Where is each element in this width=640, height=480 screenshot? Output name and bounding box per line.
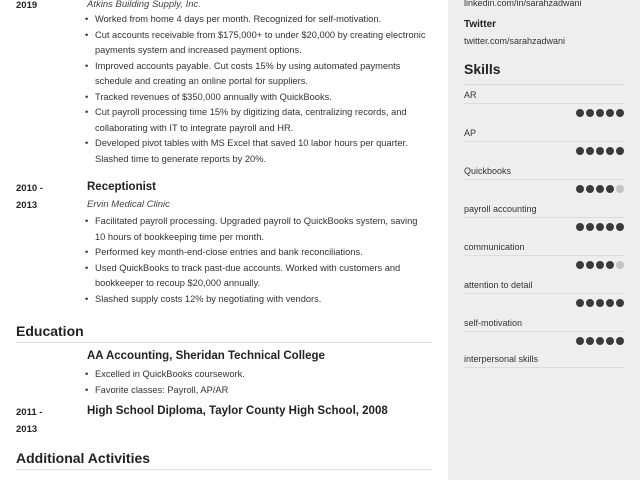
skill-item — [464, 128, 624, 162]
skill-separator — [464, 217, 624, 218]
skill-rating — [576, 261, 624, 269]
rating-dot-filled — [606, 147, 614, 155]
rating-dot-filled — [576, 185, 584, 193]
skill-item — [464, 354, 624, 388]
rating-dot-empty — [616, 185, 624, 193]
resume-sidebar — [448, 0, 640, 480]
skill-rating — [576, 109, 624, 117]
skill-item — [464, 166, 624, 200]
skill-label: attention to detail — [464, 280, 533, 290]
skill-rating — [576, 299, 624, 307]
rating-dot-filled — [576, 109, 584, 117]
rating-dot-filled — [586, 299, 594, 307]
rating-dot-filled — [596, 109, 604, 117]
linkedin-link[interactable]: linkedin.com/in/sarahzadwani — [464, 0, 582, 8]
skills-heading: Skills — [464, 61, 501, 77]
rating-dot-filled — [596, 337, 604, 345]
rating-dot-filled — [606, 299, 614, 307]
skill-rating — [576, 337, 624, 345]
twitter-label: Twitter — [464, 19, 497, 30]
list-item: • Favorite classes: Payroll, AP/AR — [82, 383, 427, 399]
skill-separator — [464, 255, 624, 256]
list-item: • Used QuickBooks to track past-due accounts. Worked with customers and bookkeeper to recoup $20,000 annually. — [82, 261, 427, 292]
twitter-link[interactable]: twitter.com/sarahzadwani — [464, 36, 566, 46]
list-item: • Cut accounts receivable from $175,000+ to under $20,000 by creating electronic payments system and increased payment options. — [82, 28, 427, 59]
rating-dot-filled — [586, 223, 594, 231]
skill-rating — [576, 185, 624, 193]
job2-title: Receptionist — [87, 181, 157, 193]
list-item: • Cut payroll processing time 15% by digitizing data, centralizing records, and collaborating with IT to integrate payroll and HR. — [82, 105, 427, 136]
skills-divider — [464, 84, 624, 85]
rating-dot-filled — [606, 261, 614, 269]
skill-label: Quickbooks — [464, 166, 512, 176]
rating-dot-filled — [576, 337, 584, 345]
rating-dot-empty — [616, 261, 624, 269]
skill-item — [464, 90, 624, 124]
skill-label: payroll accounting — [464, 204, 537, 214]
rating-dot-filled — [576, 261, 584, 269]
skill-label: AP — [464, 128, 477, 138]
rating-dot-filled — [596, 299, 604, 307]
rating-dot-filled — [606, 337, 614, 345]
additional-activities-heading: Additional Activities — [16, 450, 151, 466]
rating-dot-filled — [586, 109, 594, 117]
job1-bullets — [82, 12, 427, 167]
skill-separator — [464, 331, 624, 332]
list-item: • Developed pivot tables with MS Excel that saved 10 labor hours per quarter. Slashed time to generate reports by 20%. — [82, 136, 427, 167]
skill-label: self-motivation — [464, 318, 523, 328]
skill-separator — [464, 103, 624, 104]
rating-dot-filled — [586, 147, 594, 155]
skill-separator — [464, 293, 624, 294]
skill-label: interpersonal skills — [464, 354, 539, 364]
rating-dot-filled — [596, 185, 604, 193]
skill-rating — [576, 147, 624, 155]
degree1-title: AA Accounting, Sheridan Technical College — [87, 350, 325, 362]
rating-dot-filled — [586, 185, 594, 193]
rating-dot-filled — [616, 223, 624, 231]
skill-separator — [464, 367, 624, 368]
job1-company: Atkins Building Supply, Inc. — [87, 0, 201, 10]
rating-dot-filled — [596, 261, 604, 269]
skill-item — [464, 242, 624, 276]
additional-divider — [16, 469, 432, 470]
degree2-title: High School Diploma, Taylor County High School, 2008 — [87, 405, 388, 417]
rating-dot-filled — [606, 223, 614, 231]
rating-dot-filled — [616, 299, 624, 307]
rating-dot-filled — [586, 261, 594, 269]
list-item: • Improved accounts payable. Cut costs 15% by using automated payments schedule and creating an online portal for suppliers. — [82, 59, 427, 90]
skill-item — [464, 318, 624, 352]
rating-dot-filled — [616, 337, 624, 345]
list-item: • Facilitated payroll processing. Upgraded payroll to QuickBooks system, saving 10 hours of bookkeeping time per month. — [82, 214, 427, 245]
skill-item — [464, 280, 624, 314]
job2-bullets — [82, 214, 427, 307]
rating-dot-filled — [586, 337, 594, 345]
skill-label: communication — [464, 242, 525, 252]
rating-dot-filled — [576, 299, 584, 307]
job2-company: Ervin Medical Clinic — [87, 199, 170, 210]
rating-dot-filled — [576, 223, 584, 231]
degree2-year-end: 2013 — [16, 424, 38, 435]
list-item: • Slashed supply costs 12% by negotiating with vendors. — [82, 292, 427, 308]
education-divider — [16, 342, 432, 343]
rating-dot-filled — [576, 147, 584, 155]
skill-rating — [576, 223, 624, 231]
list-item: • Excelled in QuickBooks coursework. — [82, 367, 427, 383]
list-item: • Performed key month-end-close entries and bank reconciliations. — [82, 245, 427, 261]
skill-label: AR — [464, 90, 477, 100]
degree1-bullets — [82, 367, 427, 398]
job1-years: 2019 — [16, 0, 38, 11]
skill-separator — [464, 141, 624, 142]
rating-dot-filled — [596, 147, 604, 155]
degree2-year-start: 2011 - — [16, 407, 43, 418]
education-heading: Education — [16, 323, 84, 339]
job2-year-start: 2010 - — [16, 183, 43, 194]
rating-dot-filled — [616, 147, 624, 155]
skill-item — [464, 204, 624, 238]
job2-year-end: 2013 — [16, 200, 38, 211]
list-item: • Worked from home 4 days per month. Recognized for self-motivation. — [82, 12, 427, 28]
skill-separator — [464, 179, 624, 180]
list-item: • Tracked revenues of $350,000 annually with QuickBooks. — [82, 90, 427, 106]
rating-dot-filled — [606, 185, 614, 193]
rating-dot-filled — [616, 109, 624, 117]
rating-dot-filled — [596, 223, 604, 231]
rating-dot-filled — [606, 109, 614, 117]
